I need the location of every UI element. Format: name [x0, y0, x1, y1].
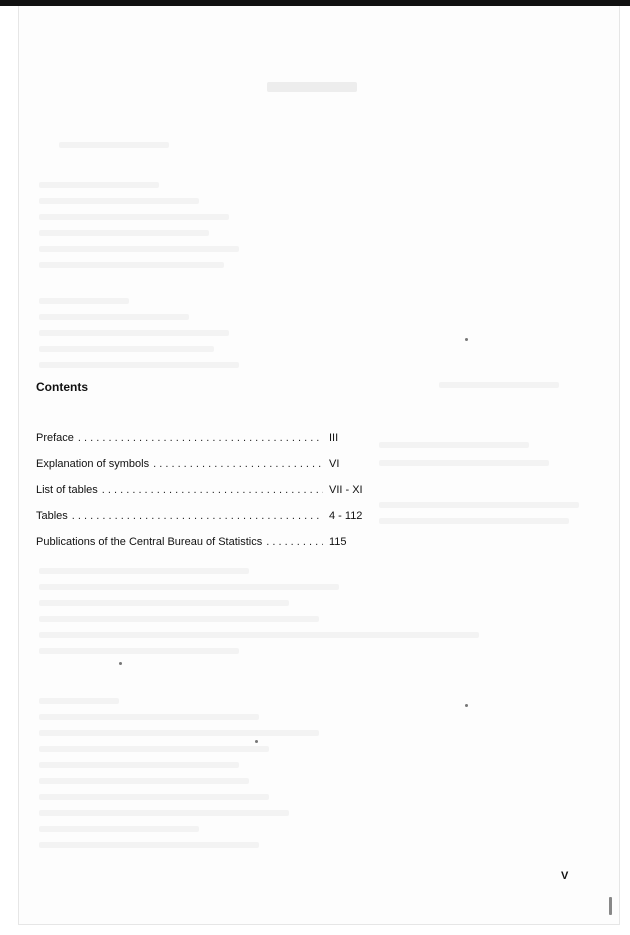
toc-entry-page: 4 - 112 — [329, 510, 363, 522]
toc-entry-explanation-of-symbols[interactable] — [36, 458, 381, 475]
dot-leader — [102, 484, 323, 496]
page-number: V — [561, 870, 569, 882]
contents-heading: Contents — [36, 380, 88, 394]
toc-entry-label: Preface — [36, 432, 74, 444]
scan-speck — [119, 662, 122, 665]
toc-entry-page: III — [329, 432, 339, 444]
toc-entry-label: Explanation of symbols — [36, 458, 150, 470]
toc-entry-list-of-tables[interactable] — [36, 484, 381, 501]
toc-entry-label: List of tables — [36, 484, 98, 496]
dot-leader — [153, 458, 323, 470]
scan-speck — [465, 338, 468, 341]
toc-entry-page: 115 — [329, 536, 347, 548]
scan-speck — [465, 704, 468, 707]
toc-entry-page: VII - XI — [329, 484, 363, 496]
toc-entry-page: VI — [329, 458, 340, 470]
dot-leader — [72, 510, 323, 522]
toc-entry-preface[interactable] — [36, 432, 381, 449]
document-page — [18, 6, 620, 925]
scan-speck — [255, 740, 258, 743]
toc-entry-label: Publications of the Central Bureau of Statistics — [36, 536, 263, 548]
toc-entry-tables[interactable] — [36, 510, 381, 527]
toc-entry-label: Tables — [36, 510, 68, 522]
toc-entry-publications[interactable] — [36, 536, 381, 553]
table-of-contents — [36, 432, 381, 562]
scan-edge-mark — [609, 897, 612, 915]
dot-leader — [78, 432, 323, 444]
dot-leader — [266, 536, 323, 548]
